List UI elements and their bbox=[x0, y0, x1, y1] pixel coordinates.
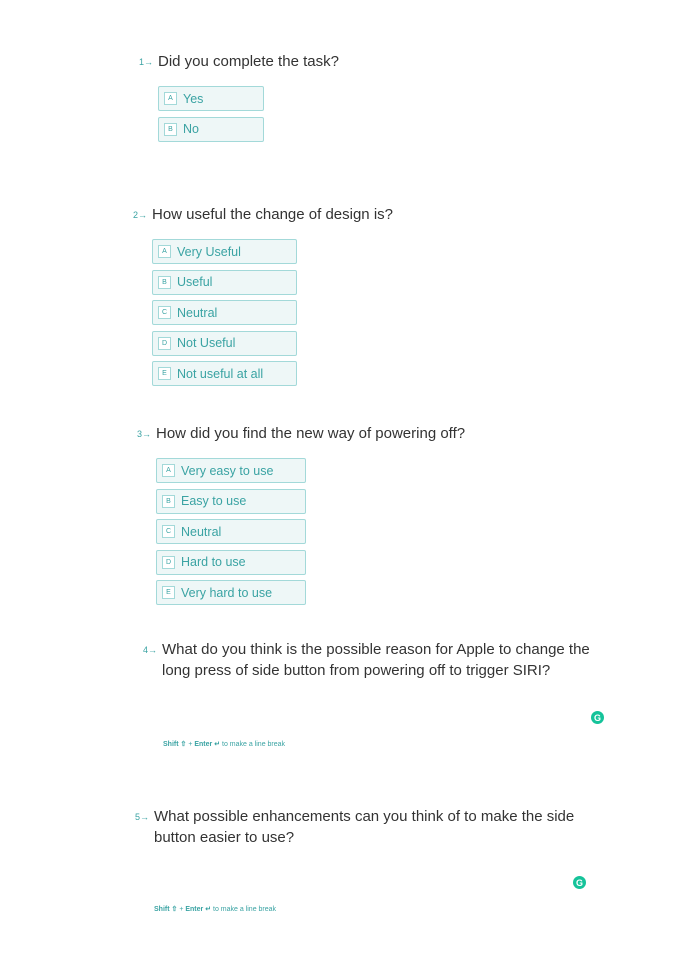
option-label: Not useful at all bbox=[177, 366, 264, 381]
option-key-badge: B bbox=[164, 123, 177, 136]
option-key-badge: D bbox=[162, 556, 175, 569]
question-number-text: 5 bbox=[134, 812, 140, 822]
plus: + bbox=[177, 906, 186, 913]
option-c[interactable] bbox=[152, 300, 297, 325]
option-key-badge: E bbox=[158, 367, 171, 380]
options-list bbox=[158, 86, 638, 142]
question-text: Did you complete the task? bbox=[158, 53, 339, 70]
option-label: Easy to use bbox=[181, 494, 247, 508]
question-number bbox=[135, 807, 149, 828]
question-header bbox=[136, 423, 636, 444]
question-3 bbox=[136, 423, 636, 611]
answer-input-5[interactable] bbox=[154, 871, 584, 893]
line-break-hint bbox=[163, 740, 285, 748]
option-label: Neutral bbox=[177, 305, 218, 320]
option-label: Very Useful bbox=[177, 244, 241, 259]
plus: + bbox=[186, 741, 195, 748]
question-number-text: 2 bbox=[132, 210, 138, 220]
option-key-badge: B bbox=[158, 276, 171, 289]
question-2 bbox=[132, 204, 632, 392]
enter-key-label: Enter ↵ bbox=[185, 906, 212, 913]
option-a[interactable] bbox=[152, 239, 297, 264]
option-key-badge: C bbox=[162, 525, 175, 538]
question-text: What possible enhancements can you think of to make the side button easier to use? bbox=[154, 808, 575, 846]
question-number-text: 4 bbox=[142, 645, 148, 655]
option-a[interactable] bbox=[156, 458, 306, 483]
question-number bbox=[139, 52, 153, 73]
grammarly-icon[interactable]: G bbox=[591, 711, 604, 724]
option-label: Yes bbox=[183, 91, 204, 106]
question-5 bbox=[134, 806, 584, 848]
hint-text: to make a line break bbox=[220, 741, 286, 748]
option-e[interactable] bbox=[152, 361, 297, 386]
answer-input-4[interactable] bbox=[162, 706, 612, 728]
option-key-badge: A bbox=[162, 464, 175, 477]
option-b[interactable] bbox=[158, 117, 264, 142]
option-key-badge: B bbox=[162, 495, 175, 508]
option-key-badge: C bbox=[158, 306, 171, 319]
question-text: How did you find the new way of powering off? bbox=[156, 425, 466, 442]
option-label: Very easy to use bbox=[181, 463, 274, 478]
line-break-hint bbox=[154, 905, 276, 913]
options-list bbox=[152, 239, 632, 386]
shift-key-label: Shift ⇧ bbox=[154, 906, 178, 913]
question-header bbox=[138, 51, 638, 72]
option-e[interactable] bbox=[156, 580, 306, 605]
option-label: No bbox=[183, 122, 199, 136]
question-number-text: 3 bbox=[136, 429, 142, 439]
question-4 bbox=[142, 639, 612, 681]
option-label: Not Useful bbox=[177, 336, 236, 350]
question-text: What do you think is the possible reason for Apple to change the long press of side button from powering off to trigger SIRI? bbox=[162, 641, 590, 679]
question-header bbox=[134, 806, 584, 848]
option-label: Hard to use bbox=[181, 555, 246, 569]
question-1 bbox=[138, 51, 638, 147]
option-d[interactable] bbox=[156, 550, 306, 575]
question-header bbox=[142, 639, 612, 681]
question-number bbox=[143, 640, 157, 661]
arrow-icon: → bbox=[140, 812, 149, 822]
option-label: Very hard to use bbox=[181, 585, 273, 600]
grammarly-icon[interactable]: G bbox=[573, 876, 586, 889]
option-key-badge: E bbox=[162, 586, 175, 599]
shift-key-label: Shift ⇧ bbox=[163, 741, 187, 748]
option-c[interactable] bbox=[156, 519, 306, 544]
options-list bbox=[156, 458, 636, 605]
option-a[interactable] bbox=[158, 86, 264, 111]
option-label: Useful bbox=[177, 275, 213, 289]
arrow-icon: → bbox=[144, 57, 153, 67]
arrow-icon: → bbox=[148, 645, 157, 655]
option-b[interactable] bbox=[156, 489, 306, 514]
question-header bbox=[132, 204, 632, 225]
question-number bbox=[133, 205, 147, 226]
enter-key-label: Enter ↵ bbox=[194, 741, 221, 748]
question-number-text: 1 bbox=[138, 57, 144, 67]
option-key-badge: A bbox=[164, 92, 177, 105]
question-number bbox=[137, 424, 151, 445]
arrow-icon: → bbox=[142, 429, 151, 439]
question-text: How useful the change of design is? bbox=[152, 206, 393, 223]
option-label: Neutral bbox=[181, 524, 222, 539]
arrow-icon: → bbox=[138, 210, 147, 220]
option-key-badge: A bbox=[158, 245, 171, 258]
option-b[interactable] bbox=[152, 270, 297, 295]
option-d[interactable] bbox=[152, 331, 297, 356]
option-key-badge: D bbox=[158, 337, 171, 350]
hint-text: to make a line break bbox=[211, 906, 277, 913]
